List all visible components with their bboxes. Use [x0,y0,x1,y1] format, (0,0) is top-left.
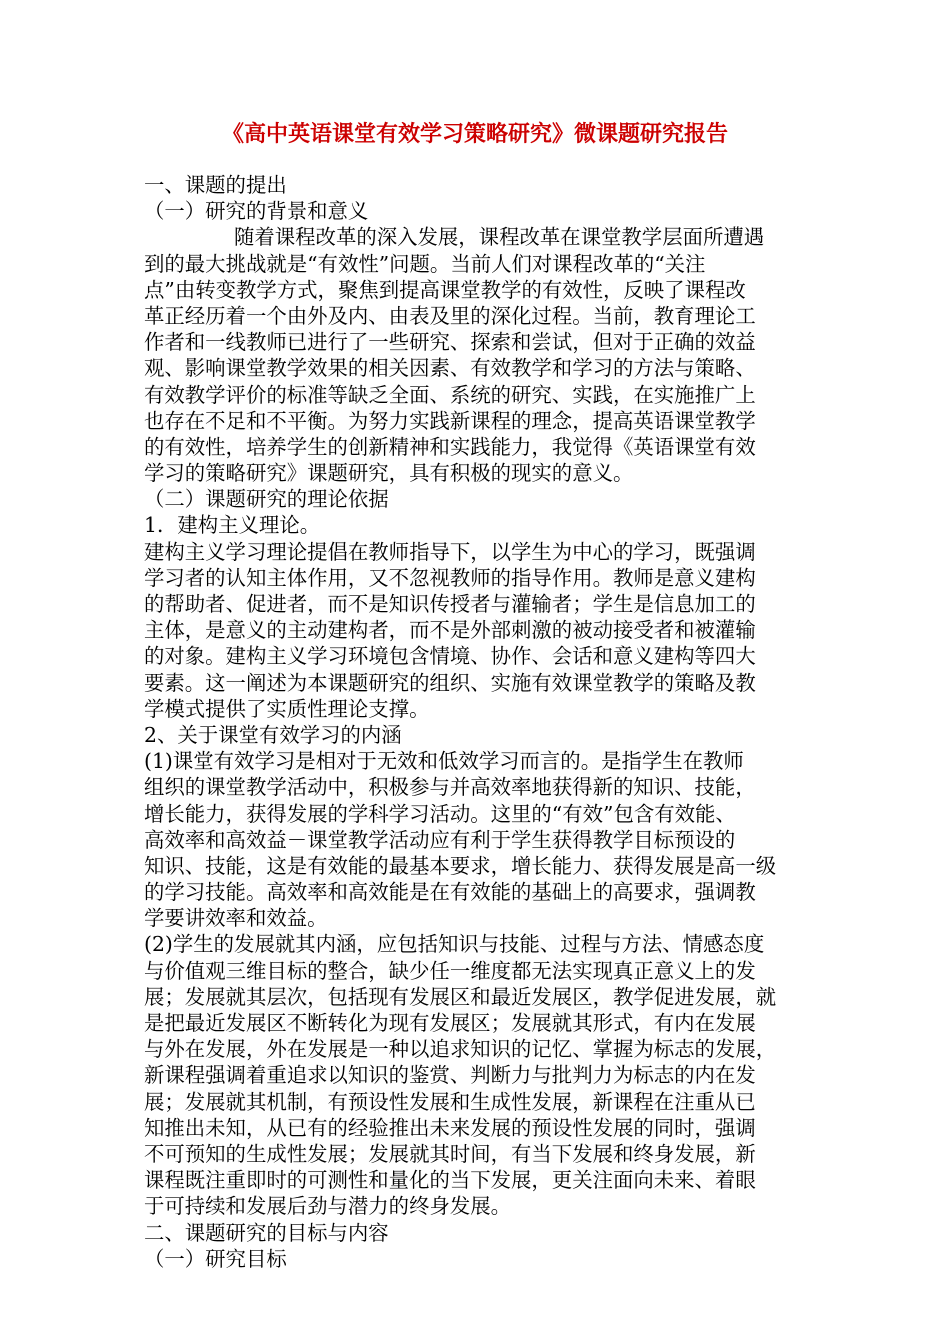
paragraph-line: 也存在不足和不平衡。为努力实践新课程的理念，提高英语课堂教学 [144,408,756,433]
paragraph-line: 是把最近发展区不断转化为现有发展区；发展就其形式，有内在发展 [144,1011,756,1035]
paragraph-line: 于可持续和发展后劲与潜力的终身发展。 [144,1194,512,1219]
paragraph-line: 学模式提供了实质性理论支撑。 [144,696,430,721]
paragraph-line: (2)学生的发展就其内涵，应包括知识与技能、过程与方法、情感态度 [144,932,765,957]
document-title: 《高中英语课堂有效学习策略研究》微课题研究报告 [221,122,728,147]
paragraph-line: 革正经历着一个由外及内、由表及里的深化过程。当前，教育理论工 [144,303,756,328]
paragraph-line: 学要讲效率和效益。 [144,906,328,931]
paragraph-line: 增长能力，获得发展的学科学习活动。这里的“有效”包含有效能、 [144,801,736,826]
paragraph-line: 观、影响课堂教学效果的相关因素、有效教学和学习的方法与策略、 [144,356,756,381]
document-body [144,172,810,1272]
paragraph-line: 学习者的认知主体作用，又不忽视教师的指导作用。教师是意义建构 [144,565,756,590]
paragraph-line: 高效率和高效益－课堂教学活动应有利于学生获得教学目标预设的 [144,827,736,852]
paragraph-line: 建构主义学习理论提倡在教师指导下，以学生为中心的学习，既强调 [144,539,756,564]
paragraph-line: 有效教学评价的标准等缺乏全面、系统的研究、实践，在实施推广上 [144,382,756,407]
paragraph-line: 课程既注重即时的可测性和量化的当下发展，更关注面向未来、着眼 [144,1168,756,1193]
paragraph-line: 学习的策略研究》课题研究，具有积极的现实的意义。 [144,461,634,486]
paragraph-line: 主体，是意义的主动建构者，而不是外部刺激的被动接受者和被灌输 [144,618,756,643]
paragraph-line: 知推出未知，从已有的经验推出未来发展的预设性发展的同时，强调 [144,1115,756,1140]
paragraph-line: 的帮助者、促进者，而不是知识传授者与灌输者；学生是信息加工的 [144,592,756,616]
paragraph-line: 展；发展就其层次，包括现有发展区和最近发展区，教学促进发展，就 [144,984,777,1009]
paragraph-line: 点”由转变教学方式，聚焦到提高课堂教学的有效性，反映了课程改 [144,277,746,302]
subsection-heading-1-1: （一）研究的背景和意义 [144,199,369,224]
paragraph-line: 不可预知的生成性发展；发展就其时间，有当下发展和终身发展，新 [144,1141,756,1166]
paragraph-line: 作者和一线教师已进行了一些研究、探索和尝试，但对于正确的效益 [144,330,756,355]
item-heading-1: 1．建构主义理论。 [144,513,321,538]
subsection-heading-1-2: （二）课题研究的理论依据 [144,487,389,512]
paragraph-line: 展；发展就其机制，有预设性发展和生成性发展，新课程在注重从已 [144,1089,756,1114]
paragraph-line: 到的最大挑战就是“有效性”问题。当前人们对课程改革的“关注 [144,251,706,276]
paragraph-line: 与外在发展，外在发展是一种以追求知识的记忆、掌握为标志的发展， [144,1037,777,1062]
paragraph-line: 随着课程改革的深入发展，课程改革在课堂教学层面所遭遇 [234,225,765,250]
paragraph-line: 要素。这一阐述为本课题研究的组织、实施有效课堂教学的策略及教 [144,670,756,695]
paragraph-line: 知识、技能，这是有效能的最基本要求，增长能力、获得发展是高一级 [144,853,777,878]
section-heading-2: 二、课题研究的目标与内容 [144,1220,389,1245]
paragraph-line: 的对象。建构主义学习环境包含情境、协作、会话和意义建构等四大 [144,644,756,669]
paragraph-line: 组织的课堂教学活动中，积极参与并高效率地获得新的知识、技能， [144,775,756,800]
paragraph-line: 的学习技能。高效率和高效能是在有效能的基础上的高要求，强调教 [144,880,756,905]
paragraph-line: 新课程强调着重追求以知识的鉴赏、判断力与批判力为标志的内在发 [144,1063,756,1088]
subsection-heading-2-1: （一）研究目标 [144,1246,287,1271]
paragraph-line: (1)课堂有效学习是相对于无效和低效学习而言的。是指学生在教师 [144,749,744,774]
paragraph-line: 与价值观三维目标的整合，缺少任一维度都无法实现真正意义上的发 [144,958,756,983]
paragraph-line: 的有效性，培养学生的创新精神和实践能力，我觉得《英语课堂有效 [144,434,756,459]
item-heading-2: 2、关于课堂有效学习的内涵 [144,722,402,747]
section-heading-1: 一、课题的提出 [144,173,287,197]
